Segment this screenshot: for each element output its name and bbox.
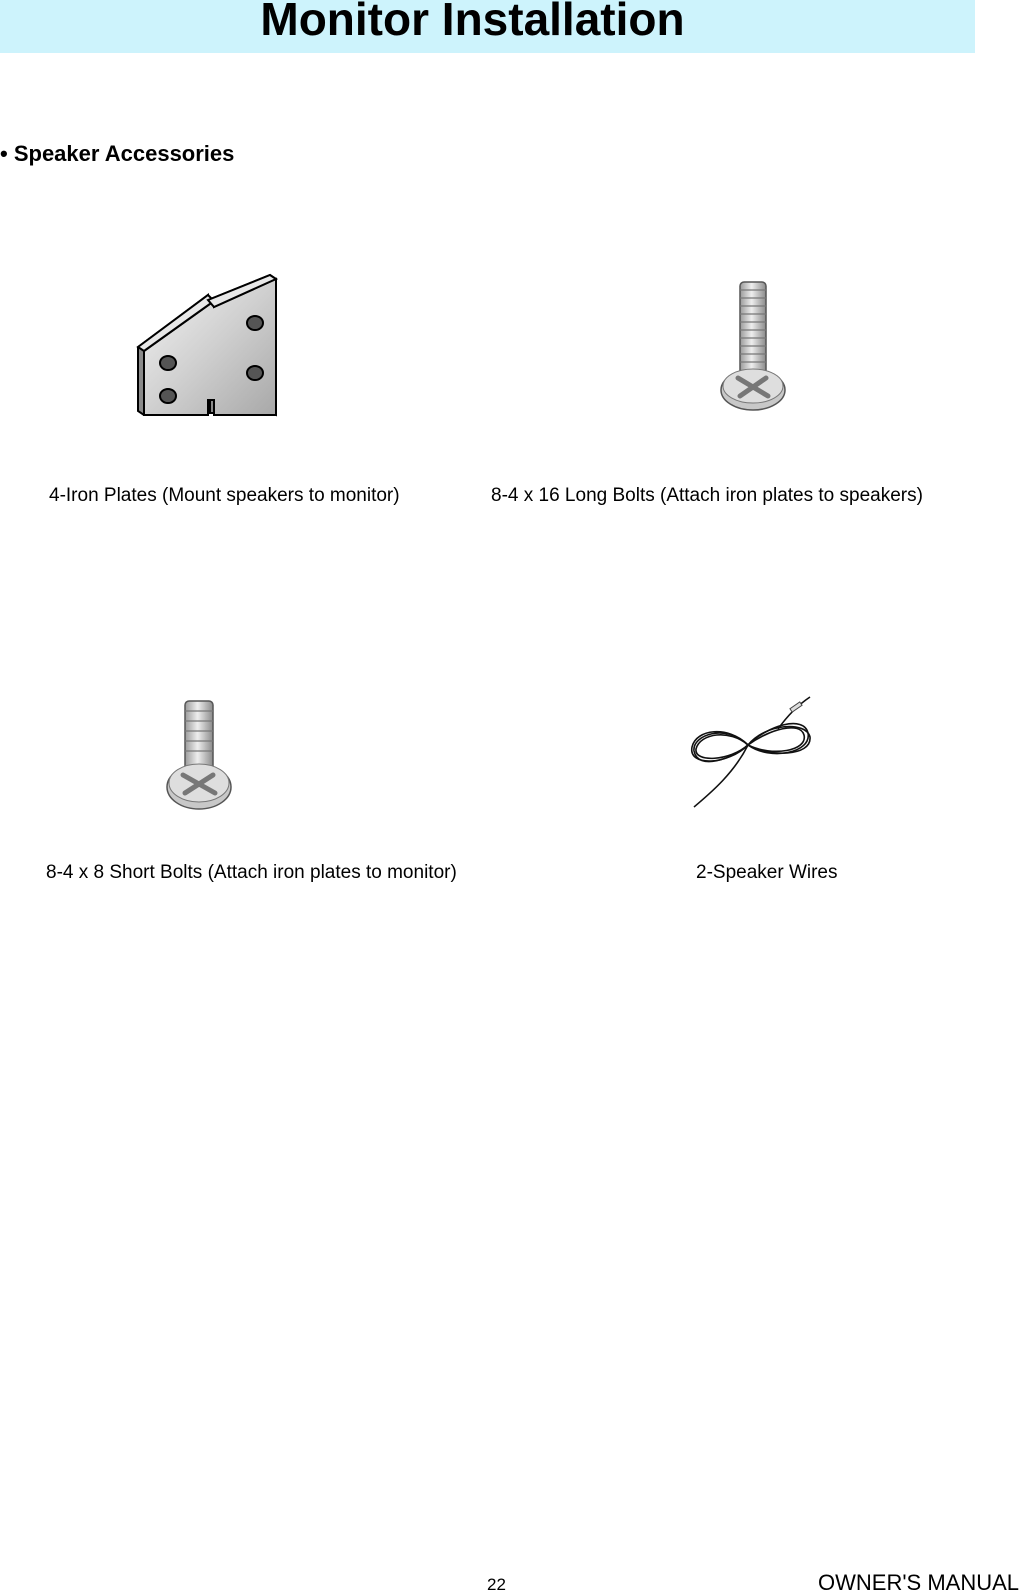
- long-bolt-icon: [718, 278, 790, 418]
- caption-iron-plates: 4-Iron Plates (Mount speakers to monitor): [49, 485, 400, 506]
- caption-long-bolts: 8-4 x 16 Long Bolts (Attach iron plates to speakers): [491, 485, 923, 506]
- caption-short-bolts: 8-4 x 8 Short Bolts (Attach iron plates to monitor): [46, 862, 457, 883]
- manual-label: OWNER'S MANUAL: [818, 1570, 1019, 1595]
- page-title: Monitor Installation: [260, 0, 685, 45]
- section-heading: [0, 141, 234, 167]
- speaker-wire-icon: [688, 695, 818, 815]
- iron-plate-icon: [130, 265, 290, 435]
- bullet: •: [0, 141, 8, 166]
- caption-speaker-wires: 2-Speaker Wires: [696, 862, 838, 883]
- short-bolt-icon: [165, 697, 237, 817]
- title-bar: [0, 0, 975, 53]
- section-heading-text: Speaker Accessories: [13, 141, 235, 166]
- page-number: 22: [487, 1575, 506, 1594]
